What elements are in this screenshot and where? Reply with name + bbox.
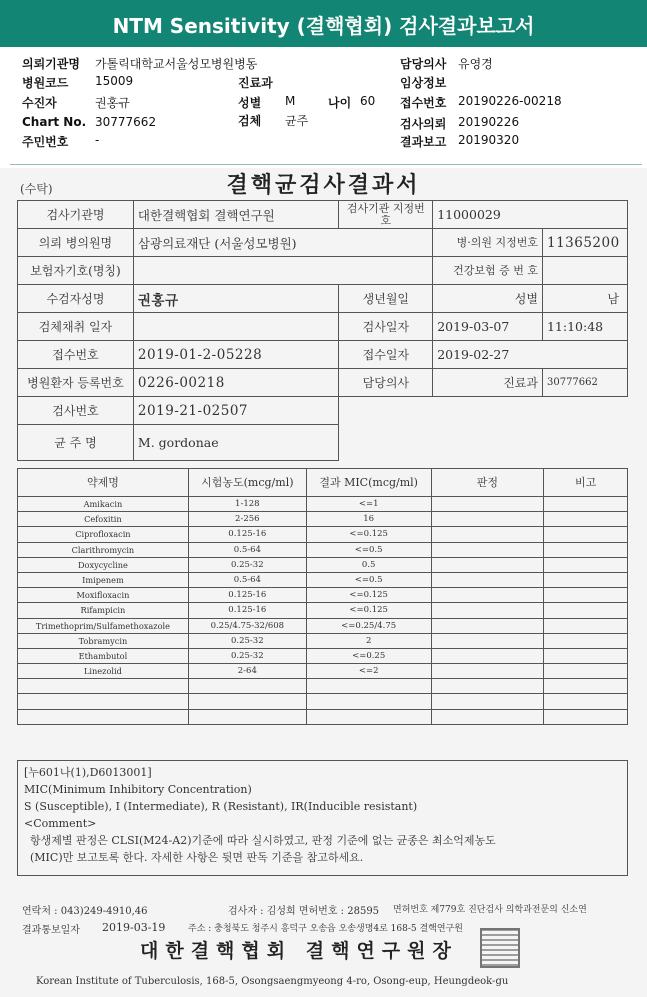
drug-note xyxy=(544,572,628,587)
table-row xyxy=(18,572,628,587)
drug-mic: <=0.5 xyxy=(306,572,431,587)
drug-judge xyxy=(431,633,544,648)
req-hosp-id-value: 11365200 xyxy=(542,229,627,257)
sex-value-doc: 남 xyxy=(542,285,627,313)
drug-note xyxy=(544,588,628,603)
institution-label: 의뢰기관명 xyxy=(22,57,80,71)
receipt-date-value: 2019-02-27 xyxy=(433,341,628,369)
drug-range xyxy=(188,709,306,724)
strain-value: M. gordonae xyxy=(133,425,339,461)
receipt-date-label: 접수일자 xyxy=(339,341,433,369)
department-label: 진료과 xyxy=(238,76,273,90)
drug-header: 약제명 xyxy=(18,469,189,497)
drug-range: 1-128 xyxy=(188,497,306,512)
table-row xyxy=(18,527,628,542)
collect-date-label: 검체채취 일자 xyxy=(18,313,134,341)
drug-range: 0.25-32 xyxy=(188,557,306,572)
sex-value: M xyxy=(285,94,296,108)
hospital-code-label: 병원코드 xyxy=(22,76,69,90)
table-row xyxy=(18,603,628,618)
drug-judge xyxy=(431,497,544,512)
report-date-label: 결과보고 xyxy=(400,135,447,149)
table-row xyxy=(18,679,628,694)
test-time-value: 11:10:48 xyxy=(542,313,627,341)
drug-mic xyxy=(306,694,431,709)
req-hosp-id-label: 병·의원 지정번호 xyxy=(433,229,543,257)
specimen-value: 균주 xyxy=(285,114,309,128)
drug-judge xyxy=(431,709,544,724)
drug-name: Cefoxitin xyxy=(18,512,189,527)
test-date-label: 검사일자 xyxy=(339,313,433,341)
drug-mic: <=0.25 xyxy=(306,648,431,663)
comment-line-2: MIC(Minimum Inhibitory Concentration) xyxy=(24,783,252,796)
mic-header: 결과 MIC(mcg/ml) xyxy=(306,469,431,497)
table-row xyxy=(18,497,628,512)
drug-judge xyxy=(431,648,544,663)
drug-note xyxy=(544,664,628,679)
drug-mic: <=0.125 xyxy=(306,588,431,603)
drug-name: Rifampicin xyxy=(18,603,189,618)
drug-range: 0.25-32 xyxy=(188,648,306,663)
drug-range: 0.125-16 xyxy=(188,588,306,603)
doctor-label: 담당의사 xyxy=(400,57,447,71)
insurer-label: 보험자기호(명칭) xyxy=(18,257,134,285)
request-date-label: 검사의뢰 xyxy=(400,117,447,131)
address: 주소 : 충청북도 청주시 흥덕구 오송읍 오송생명4로 168-5 결핵연구원 xyxy=(188,924,463,934)
age-label: 나이 xyxy=(328,96,352,110)
age-value: 60 xyxy=(360,94,376,108)
lab-id-value: 11000029 xyxy=(433,201,628,229)
chart-label: Chart No. xyxy=(22,115,87,129)
test-no-label: 검사번호 xyxy=(18,397,134,425)
drug-name: Trimethoprim/Sulfamethoxazole xyxy=(18,618,189,633)
drug-note xyxy=(544,603,628,618)
id-value: - xyxy=(95,133,100,147)
patient-info-table xyxy=(17,200,628,461)
patient-value: 권홍규 xyxy=(95,96,130,110)
lab-name-label: 검사기관명 xyxy=(18,201,134,229)
strain-label: 균 주 명 xyxy=(18,425,134,461)
report-date-footer: 2019-03-19 xyxy=(102,921,166,934)
report-date-value: 20190320 xyxy=(458,133,520,147)
drug-note xyxy=(544,679,628,694)
req-hosp-label: 의뢰 병의원명 xyxy=(18,229,134,257)
drug-judge xyxy=(431,542,544,557)
table-row xyxy=(18,709,628,724)
table-row xyxy=(18,512,628,527)
sex-label-doc: 성별 xyxy=(433,285,543,313)
drug-note xyxy=(544,497,628,512)
lab-id-label: 검사기관 지정번호 xyxy=(339,201,433,229)
comment-line-4: <Comment> xyxy=(24,817,97,830)
comment-line-3: S (Susceptible), I (Intermediate), R (Resistant), IR(Inducible resistant) xyxy=(24,800,418,813)
id-label: 주민번호 xyxy=(22,135,69,149)
drug-note xyxy=(544,512,628,527)
drug-name xyxy=(18,694,189,709)
comment-line-1: [누601나(1),D6013001] xyxy=(24,766,152,779)
hospital-code-value: 15009 xyxy=(95,74,134,88)
drug-name: Imipenem xyxy=(18,572,189,587)
license: 면허번호 제779호 진단검사 의학과전문의 신소연 xyxy=(393,905,587,915)
document-heading: 결핵균검사결과서 xyxy=(226,172,421,198)
drug-mic: <=0.25/4.75 xyxy=(306,618,431,633)
report-date-footer-label: 결과통보일자 xyxy=(22,925,80,936)
drug-mic: 2 xyxy=(306,633,431,648)
drug-name xyxy=(18,709,189,724)
clinical-info-label: 임상정보 xyxy=(400,76,447,90)
drug-mic: <=0.5 xyxy=(306,542,431,557)
drug-judge xyxy=(431,527,544,542)
drug-range xyxy=(188,679,306,694)
table-row xyxy=(18,618,628,633)
drug-range: 2-256 xyxy=(188,512,306,527)
drug-judge xyxy=(431,557,544,572)
comment-box xyxy=(17,760,628,876)
range-header: 시험농도(mcg/ml) xyxy=(188,469,306,497)
receipt-no-value-doc: 2019-01-2-05228 xyxy=(133,341,339,369)
doctor-label-doc: 담당의사 xyxy=(339,369,433,397)
drug-name xyxy=(18,679,189,694)
dept-value: 30777662 xyxy=(542,369,627,397)
organization-name: 대한결핵협회 결핵연구원장 xyxy=(140,940,458,962)
chart-value: 30777662 xyxy=(95,115,157,129)
drug-range: 0.25/4.75-32/608 xyxy=(188,618,306,633)
receipt-no-label-doc: 접수번호 xyxy=(18,341,134,369)
table-row xyxy=(18,633,628,648)
judge-header: 판정 xyxy=(431,469,544,497)
req-hosp-value: 삼광의료재단 (서울성모병원) xyxy=(133,229,432,257)
drug-name: Ethambutol xyxy=(18,648,189,663)
drug-name: Ciprofloxacin xyxy=(18,527,189,542)
drug-mic xyxy=(306,709,431,724)
reg-no-value: 0226-00218 xyxy=(133,369,339,397)
english-address: Korean Institute of Tuberculosis, 168-5, Osongsaengmyeong 4-ro, Osong-eup, Heungdeok-gu xyxy=(36,976,509,987)
drug-judge xyxy=(431,679,544,694)
birth-label: 생년월일 xyxy=(339,285,433,313)
drug-range: 0.125-16 xyxy=(188,527,306,542)
table-row xyxy=(18,694,628,709)
receipt-no-value: 20190226-00218 xyxy=(458,94,562,108)
drug-name: Moxifloxacin xyxy=(18,588,189,603)
health-ins-label: 건강보험 증 번 호 xyxy=(433,257,543,285)
drug-judge xyxy=(431,603,544,618)
drug-mic: <=0.125 xyxy=(306,527,431,542)
report-meta xyxy=(0,52,647,162)
drug-mic: 16 xyxy=(306,512,431,527)
drug-name: Linezolid xyxy=(18,664,189,679)
drug-judge xyxy=(431,664,544,679)
specimen-label: 검체 xyxy=(238,114,262,128)
drug-sensitivity-table xyxy=(17,468,628,725)
drug-range: 0.125-16 xyxy=(188,603,306,618)
patient-name-value: 권홍규 xyxy=(133,285,339,313)
reg-no-label: 병원환자 등록번호 xyxy=(18,369,134,397)
sex-label: 성별 xyxy=(238,96,262,110)
table-row xyxy=(18,588,628,603)
institution-value: 가톨릭대학교서울성모병원병동 xyxy=(95,57,258,71)
patient-label: 수진자 xyxy=(22,96,57,110)
table-row xyxy=(18,664,628,679)
seal-stamp xyxy=(480,928,520,968)
lab-name-value: 대한결핵협회 결핵연구원 xyxy=(133,201,339,229)
drug-judge xyxy=(431,618,544,633)
drug-mic: <=0.125 xyxy=(306,603,431,618)
divider xyxy=(10,164,642,165)
receipt-no-label: 접수번호 xyxy=(400,96,447,110)
drug-note xyxy=(544,557,628,572)
comment-line-6: (MIC)만 보고토록 한다. 자세한 사항은 뒷면 판독 기준을 참고하세요. xyxy=(30,851,364,864)
contact: 연락처 : 043)249-4910,46 xyxy=(22,906,148,917)
drug-note xyxy=(544,527,628,542)
drug-range xyxy=(188,694,306,709)
drug-range: 0.25-32 xyxy=(188,633,306,648)
drug-name: Tobramycin xyxy=(18,633,189,648)
drug-range: 0.5-64 xyxy=(188,572,306,587)
drug-note xyxy=(544,633,628,648)
drug-name: Clarithromycin xyxy=(18,542,189,557)
dept-label: 진료과 xyxy=(433,369,543,397)
drug-mic xyxy=(306,679,431,694)
drug-mic: <=1 xyxy=(306,497,431,512)
patient-name-label: 수검자성명 xyxy=(18,285,134,313)
doctor-value: 유영경 xyxy=(458,57,493,71)
drug-note xyxy=(544,694,628,709)
note-header: 비고 xyxy=(544,469,628,497)
page-title: NTM Sensitivity (결핵협회) 검사결과보고서 xyxy=(0,0,647,47)
drug-range: 2-64 xyxy=(188,664,306,679)
test-date-value: 2019-03-07 xyxy=(433,313,543,341)
drug-note xyxy=(544,709,628,724)
drug-name: Amikacin xyxy=(18,497,189,512)
table-row xyxy=(18,557,628,572)
drug-note xyxy=(544,648,628,663)
request-date-value: 20190226 xyxy=(458,115,520,129)
drug-judge xyxy=(431,588,544,603)
drug-mic: <=2 xyxy=(306,664,431,679)
drug-range: 0.5-64 xyxy=(188,542,306,557)
drug-mic: 0.5 xyxy=(306,557,431,572)
table-row xyxy=(18,542,628,557)
scanned-report xyxy=(0,168,647,997)
tester: 검사자 : 김성희 면허번호 : 28595 xyxy=(228,906,380,917)
sutak-label: (수탁) xyxy=(20,182,53,196)
test-no-value: 2019-21-02507 xyxy=(133,397,339,425)
table-row xyxy=(18,648,628,663)
drug-judge xyxy=(431,694,544,709)
drug-note xyxy=(544,618,628,633)
comment-line-5: 항생제별 판정은 CLSI(M24-A2)기준에 따라 실시하였고, 판정 기준에 없는 균종은 최소억제농도 xyxy=(30,834,496,847)
drug-name: Doxycycline xyxy=(18,557,189,572)
drug-note xyxy=(544,542,628,557)
drug-judge xyxy=(431,572,544,587)
drug-judge xyxy=(431,512,544,527)
